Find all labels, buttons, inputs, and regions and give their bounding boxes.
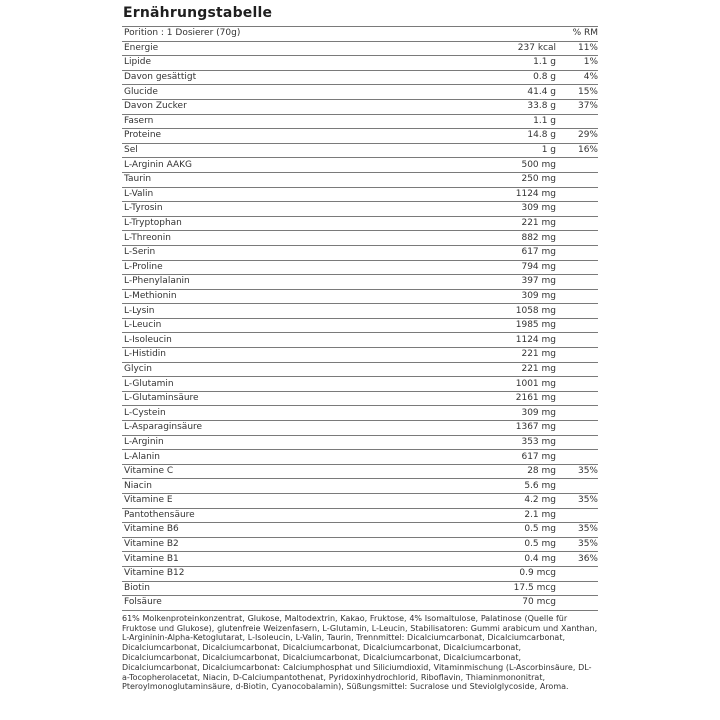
table-row (122, 42, 598, 57)
row-value: 0.5 mg (524, 539, 556, 550)
nutrition-table (122, 26, 598, 611)
table-row (122, 363, 598, 378)
row-value: 4.2 mg (524, 495, 556, 506)
row-value: 1367 mg (515, 422, 556, 433)
table-row (122, 436, 598, 451)
row-value: 1.1 g (533, 57, 556, 68)
table-row (122, 217, 598, 232)
row-percent: 4% (583, 72, 598, 83)
row-value: 1124 mg (515, 334, 556, 345)
row-label: Lipide (124, 57, 151, 68)
nutrition-label-page (122, 0, 598, 692)
row-value: 353 mg (521, 436, 556, 447)
row-label: Proteine (124, 130, 162, 141)
table-row (122, 333, 598, 348)
row-value: 882 mg (521, 232, 556, 243)
row-label: L-Isoleucin (124, 334, 172, 345)
row-value: 617 mg (521, 247, 556, 258)
row-label: Taurin (124, 174, 152, 185)
row-value: 33.8 g (527, 101, 556, 112)
table-row (122, 523, 598, 538)
row-value: 0.5 mg (524, 524, 556, 535)
row-label: L-Histidin (124, 349, 167, 360)
table-row (122, 246, 598, 261)
row-value: 309 mg (521, 407, 556, 418)
row-label: Vitamine B6 (124, 524, 179, 535)
row-value: 794 mg (521, 261, 556, 272)
table-row (122, 202, 598, 217)
row-percent: 35% (577, 524, 598, 535)
row-percent: 29% (577, 130, 598, 141)
row-percent: 11% (577, 42, 598, 53)
row-label: Davon gesättigt (124, 72, 197, 83)
table-row (122, 304, 598, 319)
row-value: 250 mg (521, 174, 556, 185)
table-row (122, 261, 598, 276)
row-value: 41.4 g (527, 86, 556, 97)
row-label: L-Cystein (124, 407, 166, 418)
row-label: L-Phenylalanin (124, 276, 190, 287)
row-label: L-Threonin (124, 232, 171, 243)
rm-header-label: % RM (572, 28, 598, 39)
row-value: 1058 mg (515, 305, 556, 316)
row-value: 309 mg (521, 203, 556, 214)
ingredients-text: 61% Molkenproteinkonzentrat, Glukose, Maltodextrin, Kakao, Fruktose, 4% Isomaltulose, Palatinose (Quelle für Fruktose und Glukose), glutenfreie Weizenfasern, L-Glutamin, L-Leucin, Stabilisatoren: Gummi arabicum und Xanthan, L-Argininin-Alpha-Ketoglutarat, L-Isoleucin, L-Valin, Taurin, Trennmittel: Dicalciumcarbonat, Dicalciumcarbonat, Dicalciumcarbonat, Dicalciumcarbonat, Dicalciumcarbonat, Dicalciumcarbonat, Dicalciumcarbonat, Dicalciumcarbonat, Dicalciumcarbonat, Dicalciumcarbonat, Dicalciumcarbonat, Dicalciumcarbonat, Dicalciumcarbonat, Dicalciumcarbonat: Calciumphosphat und Siliciumdioxid, Vitaminmischung (L-Ascorbinsäure, DL-a-Tocopherolacetat, Niacin, D-Calciumpantothenat, Pyridoxinhydrochlorid, Riboflavin, Thiaminmononitrat, Pteroylmonoglutaminsäure, d-Biotin, Cyanocobalamin), Süßungsmittel: Sucralose und Steviolglycoside, Aroma. (122, 613, 598, 692)
table-row (122, 377, 598, 392)
row-label: L-Arginin AAKG (124, 159, 193, 170)
table-row (122, 100, 598, 115)
row-percent: 35% (577, 539, 598, 550)
table-row (122, 115, 598, 130)
table-row (122, 129, 598, 144)
row-value: 0.4 mg (524, 553, 556, 564)
row-label: L-Glutaminsäure (124, 393, 199, 404)
row-value: 221 mg (521, 349, 556, 360)
row-value: 309 mg (521, 290, 556, 301)
row-value: 5.6 mg (524, 480, 556, 491)
row-label: L-Arginin (124, 436, 164, 447)
row-label: L-Lysin (124, 305, 155, 316)
table-row (122, 158, 598, 173)
row-label: Pantothensäure (124, 509, 195, 520)
row-value: 1 g (541, 145, 556, 156)
row-value: 1985 mg (515, 320, 556, 331)
row-value: 1124 mg (515, 188, 556, 199)
table-row (122, 479, 598, 494)
row-label: Vitamine E (124, 495, 173, 506)
row-label: Davon Zucker (124, 101, 187, 112)
row-value: 221 mg (521, 363, 556, 374)
table-row (122, 290, 598, 305)
row-percent: 1% (583, 57, 598, 68)
row-value: 70 mcg (522, 597, 556, 608)
table-row (122, 144, 598, 159)
row-label: L-Leucin (124, 320, 162, 331)
row-label: Fasern (124, 115, 154, 126)
row-value: 17.5 mcg (513, 582, 556, 593)
table-row (122, 188, 598, 203)
table-row (122, 231, 598, 246)
row-percent: 35% (577, 495, 598, 506)
row-value: 0.8 g (533, 72, 556, 83)
row-label: L-Valin (124, 188, 154, 199)
row-value: 1.1 g (533, 115, 556, 126)
page-title: Ernährungstabelle (123, 5, 273, 21)
table-row (122, 465, 598, 480)
table-row (122, 596, 598, 611)
row-label: L-Methionin (124, 290, 177, 301)
row-label: L-Asparaginsäure (124, 422, 203, 433)
row-value: 397 mg (521, 276, 556, 287)
table-row (122, 567, 598, 582)
table-row (122, 552, 598, 567)
table-body (122, 42, 598, 611)
row-percent: 35% (577, 466, 598, 477)
row-value: 0.9 mcg (519, 568, 556, 579)
row-value: 617 mg (521, 451, 556, 462)
row-label: L-Glutamin (124, 378, 174, 389)
portion-header-label: Porition : 1 Dosierer (70g) (124, 28, 241, 39)
table-row (122, 450, 598, 465)
row-label: Energie (124, 42, 159, 53)
table-header-row (122, 27, 598, 42)
table-row (122, 582, 598, 597)
row-label: Glycin (124, 363, 152, 374)
row-value: 14.8 g (527, 130, 556, 141)
row-label: L-Serin (124, 247, 156, 258)
row-label: Vitamine B1 (124, 553, 179, 564)
table-row (122, 71, 598, 86)
table-row (122, 56, 598, 71)
table-row (122, 173, 598, 188)
row-label: L-Alanin (124, 451, 160, 462)
table-row (122, 319, 598, 334)
row-label: Vitamine B12 (124, 568, 185, 579)
row-value: 1001 mg (515, 378, 556, 389)
row-label: L-Proline (124, 261, 163, 272)
row-value: 221 mg (521, 218, 556, 229)
row-percent: 37% (577, 101, 598, 112)
table-row (122, 538, 598, 553)
table-row (122, 494, 598, 509)
row-percent: 16% (577, 145, 598, 156)
table-row (122, 421, 598, 436)
row-label: Vitamine B2 (124, 539, 179, 550)
row-label: L-Tyrosin (124, 203, 163, 214)
row-label: Sel (124, 145, 138, 156)
table-row (122, 275, 598, 290)
row-label: Vitamine C (124, 466, 174, 477)
table-row (122, 406, 598, 421)
row-label: Glucide (124, 86, 158, 97)
row-value: 500 mg (521, 159, 556, 170)
row-label: Folsäure (124, 597, 162, 608)
row-label: Niacin (124, 480, 152, 491)
table-row (122, 509, 598, 524)
row-value: 2161 mg (515, 393, 556, 404)
row-value: 2.1 mg (524, 509, 556, 520)
table-row (122, 348, 598, 363)
row-percent: 36% (577, 553, 598, 564)
row-label: Biotin (124, 582, 150, 593)
row-value: 28 mg (527, 466, 556, 477)
row-percent: 15% (577, 86, 598, 97)
row-label: L-Tryptophan (124, 218, 182, 229)
table-row (122, 392, 598, 407)
table-row (122, 85, 598, 100)
row-value: 237 kcal (517, 42, 556, 53)
